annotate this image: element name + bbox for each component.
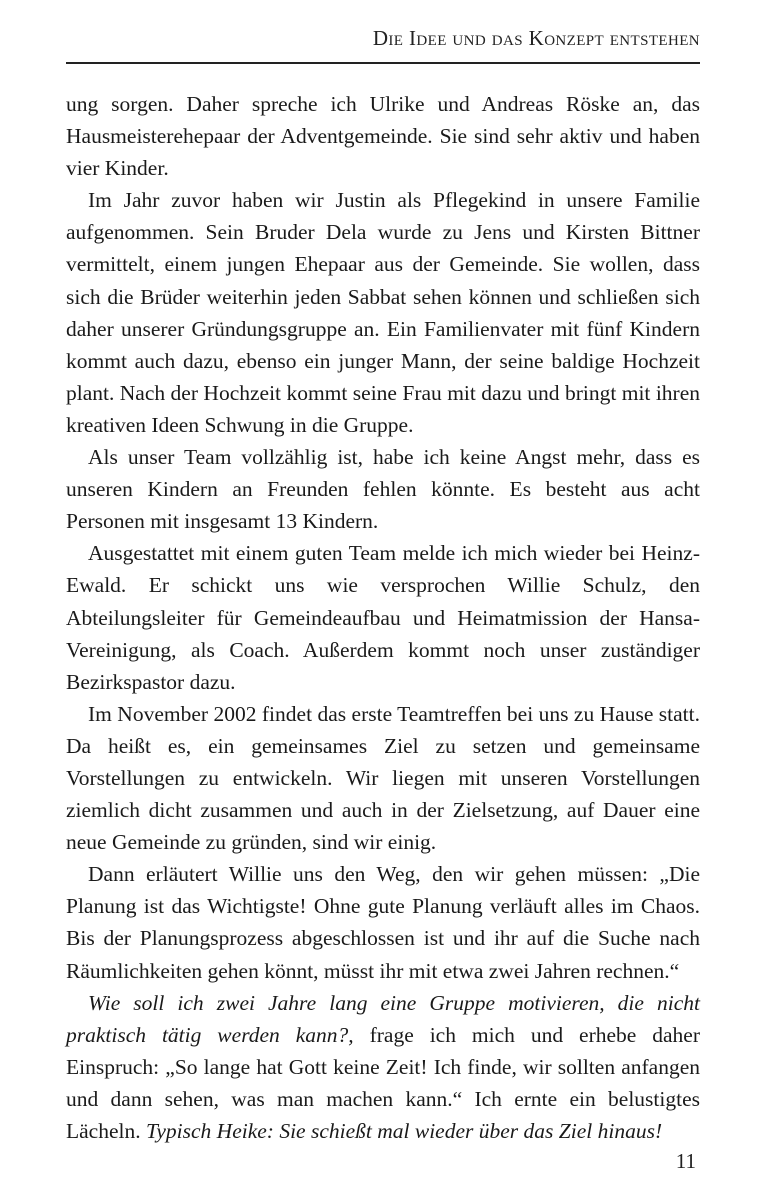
- paragraph-objection: [66, 987, 700, 1147]
- paragraph-planning-quote: Dann erläutert Willie uns den Weg, den wir gehen müssen: „Die Planung ist das Wichtigste! Ohne gute Planung verläuft alles im Chaos. Bis der Planungsprozess abgeschlossen ist und ihr auf die Suche nach Räumlichkeiten gehen könnt, müsst ihr mit etwa zwei Jahren rechnen.“: [66, 862, 700, 983]
- italic-thought: Wie soll ich zwei Jahre lang eine Gruppe motivieren, die nicht praktisch tätig werden kann?,: [66, 990, 700, 1047]
- paragraph-foster-child: Im Jahr zuvor haben wir Justin als Pflegekind in unsere Familie aufgenommen. Sein Bruder Dela wurde zu Jens und Kirsten Bittner vermittelt, einem jungen Ehepaar aus der Gemeinde. Sie wollen, dass sich die Brüder weiterhin jeden Sabbat sehen können und schließen sich daher unserer Gründungsgruppe an. Ein Familienvater mit fünf Kindern kommt auch dazu, ebenso ein junger Mann, der seine baldige Hochzeit plant. Nach der Hochzeit kommt seine Frau mit dazu und bringt mit ihren kreativen Ideen Schwung in die Gruppe.: [66, 188, 700, 437]
- italic-comment: Typisch Heike: Sie schießt mal wieder über das Ziel hinaus!: [146, 1119, 663, 1143]
- paragraph-continuation: ung sorgen. Daher spreche ich Ulrike und Andreas Röske an, das Hausmeisterehepaar der Adventgemeinde. Sie sind sehr aktiv und haben vier Kinder.: [66, 92, 700, 181]
- running-head: Die Idee und das Konzept entstehen: [372, 26, 700, 50]
- objection-text: frage ich mich und erhebe daher Einspruch: „So lange hat Gott keine Zeit! Ich finde, wir sollten anfangen und dann sehen, was man machen kann.“ Ich ernte ein belustigtes Lächeln.: [66, 1022, 700, 1143]
- paragraph-team-complete: Als unser Team vollzählig ist, habe ich keine Angst mehr, dass es unseren Kindern an Freunden fehlen könnte. Es besteht aus acht Personen mit insgesamt 13 Kindern.: [66, 445, 700, 534]
- page-number: 11: [675, 1149, 696, 1173]
- header-rule: [66, 62, 700, 64]
- body-text: [66, 88, 700, 1147]
- paragraph-first-meeting: Im November 2002 findet das erste Teamtreffen bei uns zu Hause statt. Da heißt es, ein gemeinsames Ziel zu setzen und gemeinsame Vorstellungen zu entwickeln. Wir liegen mit unseren Vorstellungen ziemlich dicht zusammen und auch in der Zielsetzung, auf Dauer eine neue Gemeinde zu gründen, sind wir einig.: [66, 701, 700, 855]
- paragraph-coach: Ausgestattet mit einem guten Team melde ich mich wieder bei Heinz-Ewald. Er schickt uns wie versprochen Willie Schulz, den Abteilungsleiter für Gemeindeaufbau und Heimatmission der Hansa-Vereinigung, als Coach. Außerdem kommt noch unser zuständiger Bezirkspastor dazu.: [66, 541, 700, 694]
